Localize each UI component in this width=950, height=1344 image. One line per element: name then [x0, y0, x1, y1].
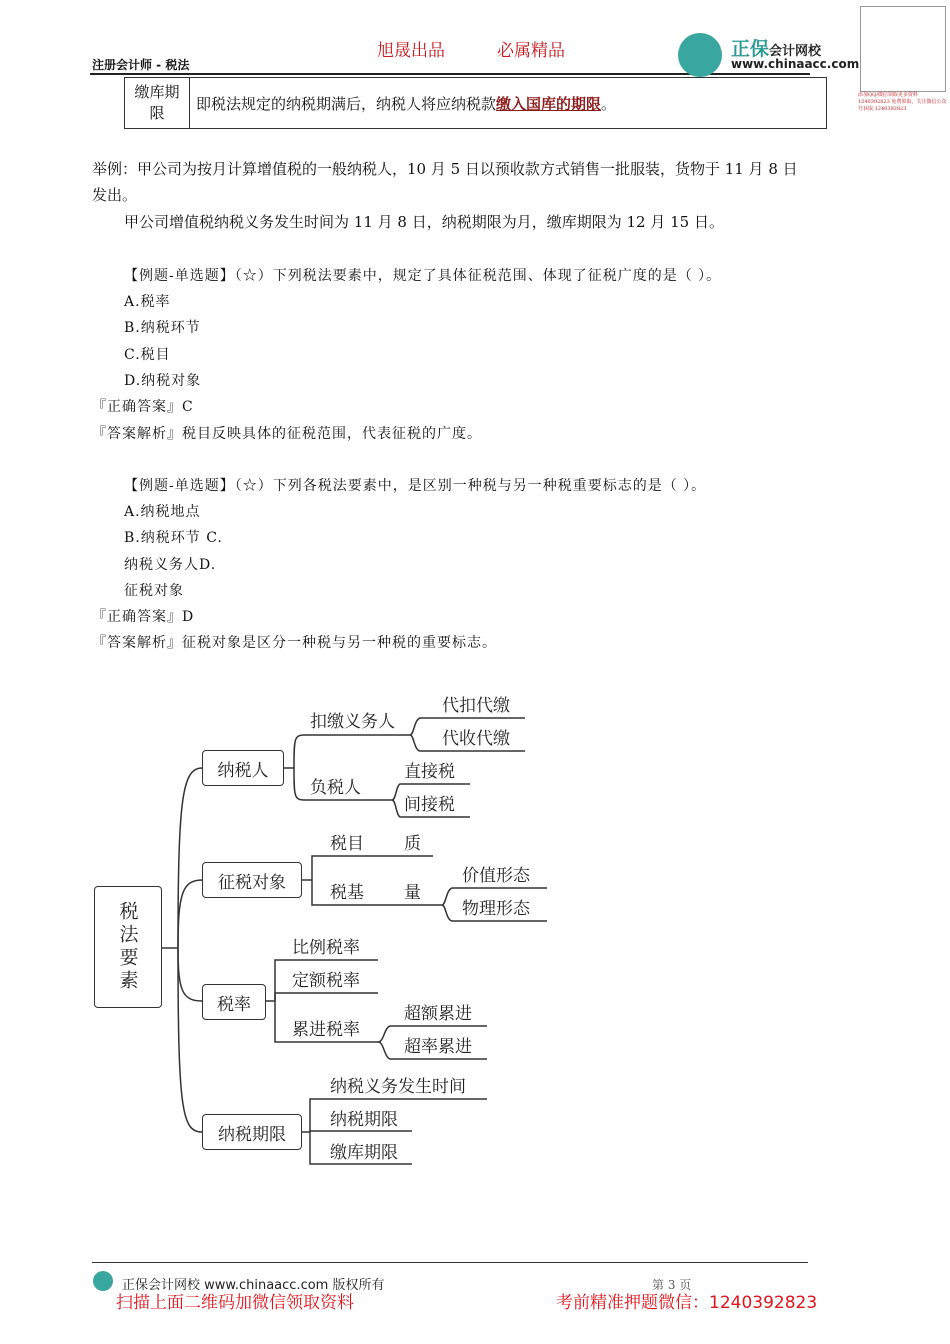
term-cell: 缴库期限: [125, 78, 190, 129]
chinaacc-footer-icon: [93, 1271, 113, 1291]
mindmap-label: 质: [404, 834, 421, 854]
mindmap-label: 缴库期限: [330, 1143, 398, 1163]
mindmap-label: 纳税期限: [330, 1110, 398, 1130]
q2-option-a: A.纳税地点: [124, 504, 201, 520]
mindmap-label: 超额累进: [404, 1004, 472, 1024]
q2-analysis: 『答案解析』征税对象是区分一种税与另一种税的重要标志。: [92, 635, 497, 651]
mindmap-label: 直接税: [404, 762, 455, 782]
q1-stem: 【例题-单选题】（☆）下列税法要素中，规定了具体征税范围、体现了征税广度的是（ ）。: [124, 268, 722, 284]
promo-right: 考前精准押题微信：1240392823: [556, 1293, 818, 1313]
mindmap-label: 物理形态: [462, 899, 530, 919]
mindmap-label: 定额税率: [292, 971, 360, 991]
q2-option-c: 纳税义务人D.: [124, 557, 217, 573]
q2-answer: 『正确答案』D: [92, 609, 195, 625]
footer-divider: [92, 1262, 808, 1263]
q2-option-d: 征税对象: [124, 583, 184, 599]
mindmap-label: 价值形态: [462, 866, 530, 886]
q1-option-b: B.纳税环节: [124, 320, 201, 336]
page-number: 第 3 页: [652, 1278, 692, 1292]
mindmap-label: 税基: [330, 883, 364, 903]
q1-option-d: D.纳税对象: [124, 373, 202, 389]
mindmap-node-tax-object: 征税对象: [202, 862, 302, 898]
qr-caption: 添加QQ/微信领取更多资料 1240392823 免费领取，关注微信公众号获取 1240392823: [858, 92, 947, 112]
mindmap-label: 累进税率: [292, 1020, 360, 1040]
emphasis-text: 缴入国库的期限: [496, 94, 602, 113]
course-title: 注册会计师 - 税法: [92, 58, 190, 72]
slogan-left: 旭晟出品: [377, 41, 445, 61]
mindmap-label: 超率累进: [404, 1037, 472, 1057]
mindmap-label: 比例税率: [292, 938, 360, 958]
slogan-right: 必属精品: [497, 41, 565, 61]
mindmap-label: 量: [404, 883, 421, 903]
q1-analysis: 『答案解析』税目反映具体的征税范围，代表征税的广度。: [92, 426, 482, 442]
footer-copyright: 正保会计网校 www.chinaacc.com 版权所有: [122, 1278, 385, 1293]
mindmap-node-taxpayer: 纳税人: [202, 750, 284, 786]
mindmap-label: 扣缴义务人: [310, 712, 395, 732]
mindmap-label: 代收代缴: [442, 729, 510, 749]
mindmap-label: 负税人: [310, 778, 361, 798]
q2-option-b: B.纳税环节 C.: [124, 530, 223, 546]
q1-answer: 『正确答案』C: [92, 399, 194, 415]
promo-left: 扫描上面二维码加微信领取资料: [116, 1293, 354, 1313]
example-line-3: 甲公司增值税纳税义务发生时间为 11 月 8 日，纳税期限为月，缴库期限为 12 月 15 日。: [124, 213, 724, 231]
mindmap-root: 税法要素: [94, 886, 162, 1008]
mindmap-node-tax-period: 纳税期限: [202, 1114, 302, 1150]
mindmap-label: 代扣代缴: [442, 696, 510, 716]
logo-name: 正保会计网校: [731, 38, 822, 60]
definition-cell: 即税法规定的纳税期满后，纳税人将应纳税款缴入国库的期限。: [190, 78, 827, 129]
mindmap-label: 间接税: [404, 795, 455, 815]
mindmap-label: 纳税义务发生时间: [330, 1077, 466, 1097]
example-line-1: 举例：甲公司为按月计算增值税的一般纳税人，10 月 5 日以预收款方式销售一批服装，货物于 11 月 8 日: [92, 160, 798, 178]
mindmap-node-tax-rate: 税率: [202, 984, 266, 1020]
q2-stem: 【例题-单选题】（☆）下列各税法要素中，是区别一种税与另一种税重要标志的是（ ）。: [124, 478, 707, 494]
example-line-2: 发出。: [92, 186, 138, 204]
mindmap-label: 税目: [330, 834, 364, 854]
q1-option-a: A.税率: [124, 294, 171, 310]
logo-url: www.chinaacc.com: [731, 57, 860, 71]
q1-option-c: C.税目: [124, 347, 171, 363]
